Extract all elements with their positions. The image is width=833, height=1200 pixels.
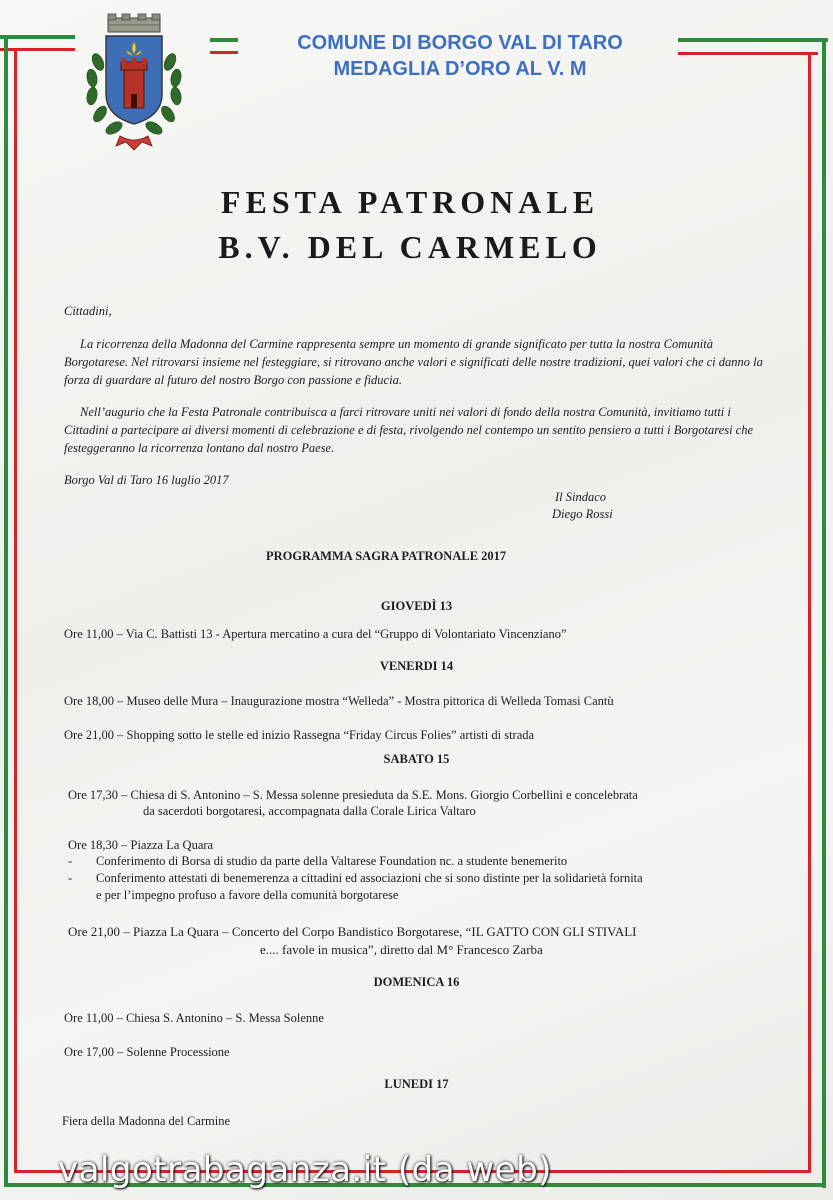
border-green-top-left xyxy=(0,35,75,39)
title-line-1: FESTA PATRONALE xyxy=(220,184,600,220)
event-item-continuation: e.... favole in musica”, diretto dal M° Francesco Zarba xyxy=(260,942,543,957)
border-green-top-right xyxy=(678,38,828,42)
signer-name: Diego Rossi xyxy=(552,507,613,521)
municipality-name: COMUNE DI BORGO VAL DI TARO xyxy=(297,32,623,54)
event-item: Ore 21,00 – Shopping sotto le stelle ed inizio Rassegna “Friday Circus Folies” artisti di strada xyxy=(64,728,535,742)
event-item: Ore 11,00 – Chiesa S. Antonino – S. Messa Solenne xyxy=(64,1011,324,1025)
day-heading-lunedi: LUNEDI 17 xyxy=(384,1077,449,1091)
bullet-icon: - xyxy=(68,854,73,868)
event-item: Ore 18,30 – Piazza La Quara xyxy=(68,838,214,852)
border-green-top-mid xyxy=(210,38,238,42)
border-red-top-right xyxy=(678,52,818,55)
letter-salutation: Cittadini, xyxy=(64,304,112,318)
day-heading-venerdi: VENERDI 14 xyxy=(379,659,454,673)
signer-role: Il Sindaco xyxy=(555,490,607,504)
crown-icon xyxy=(108,14,160,32)
event-subitem: Conferimento attestati di benemerenza a cittadini ed associazioni che si sono distinte per la solidarietà fornita xyxy=(96,871,643,885)
event-subitem: Conferimento di Borsa di studio da parte della Valtarese Foundation nc. a studente benemerito xyxy=(96,854,568,868)
program-title: PROGRAMMA SAGRA PATRONALE 2017 xyxy=(266,549,507,563)
watermark: valgotrabaganza.it (da web) xyxy=(58,1150,552,1190)
letter-place-date: Borgo Val di Taro 16 luglio 2017 xyxy=(64,473,229,487)
border-red-top-mid xyxy=(210,51,238,54)
title-line-2: B.V. DEL CARMELO xyxy=(218,229,602,265)
day-heading-giovedi: GIOVEDÌ 13 xyxy=(380,599,453,613)
event-item: Ore 11,00 – Via C. Battisti 13 - Apertura mercatino a cura del “Gruppo di Volontariato Vincenziano” xyxy=(64,627,567,641)
event-item: Ore 21,00 – Piazza La Quara – Concerto del Corpo Bandistico Borgotarese, “IL GATTO CON GLI STIVALI xyxy=(68,924,637,939)
border-red-top-left xyxy=(0,48,75,51)
letter-paragraph-1: La ricorrenza della Madonna del Carmine rappresenta sempre un momento di grande significato per tutta la nostra Comunità Borgotarese. Nel ritrovarsi insieme nel festeggiare, si ritrovano anche valori e significati delle nostre tradizioni, quei valori che ci danno la forza di guardare al futuro del nostro Borgo con passione e fiducia. xyxy=(64,337,763,387)
event-subitem-continuation: e per l’impegno profuso a favore della comunità borgotarese xyxy=(96,888,399,902)
event-item: Ore 18,00 – Museo delle Mura – Inaugurazione mostra “Welleda” - Mostra pittorica di Welleda Tomasi Cantù xyxy=(64,694,614,708)
coat-of-arms-icon xyxy=(76,12,194,154)
event-item: Fiera della Madonna del Carmine xyxy=(62,1114,230,1128)
letter-paragraph-2: Nell’augurio che la Festa Patronale contribuisca a farci ritrovare uniti nei valori di fondo della nostra Comunità, invitiamo tutti i Cittadini a partecipare ai diversi momenti di celebrazione e di festa, rivolgendo nel contempo un sentito pensiero a tutti i Borgotaresi che festeggeranno la ricorrenza lontano dal nostro Paese. xyxy=(64,405,754,455)
day-heading-domenica: DOMENICA 16 xyxy=(373,975,460,989)
event-item-continuation: da sacerdoti borgotaresi, accompagnata dalla Corale Lirica Valtaro xyxy=(143,804,476,818)
municipality-header xyxy=(240,30,680,82)
event-item: Ore 17,00 – Solenne Processione xyxy=(64,1045,230,1059)
day-heading-sabato: SABATO 15 xyxy=(383,752,450,766)
event-item: Ore 17,30 – Chiesa di S. Antonino – S. Messa solenne presieduta da S.E. Mons. Giorgio Corbellini e concelebrata xyxy=(68,788,638,802)
poster-title xyxy=(80,180,740,270)
bullet-icon: - xyxy=(68,871,73,885)
municipality-honor: MEDAGLIA D’ORO AL V. M xyxy=(333,58,587,80)
